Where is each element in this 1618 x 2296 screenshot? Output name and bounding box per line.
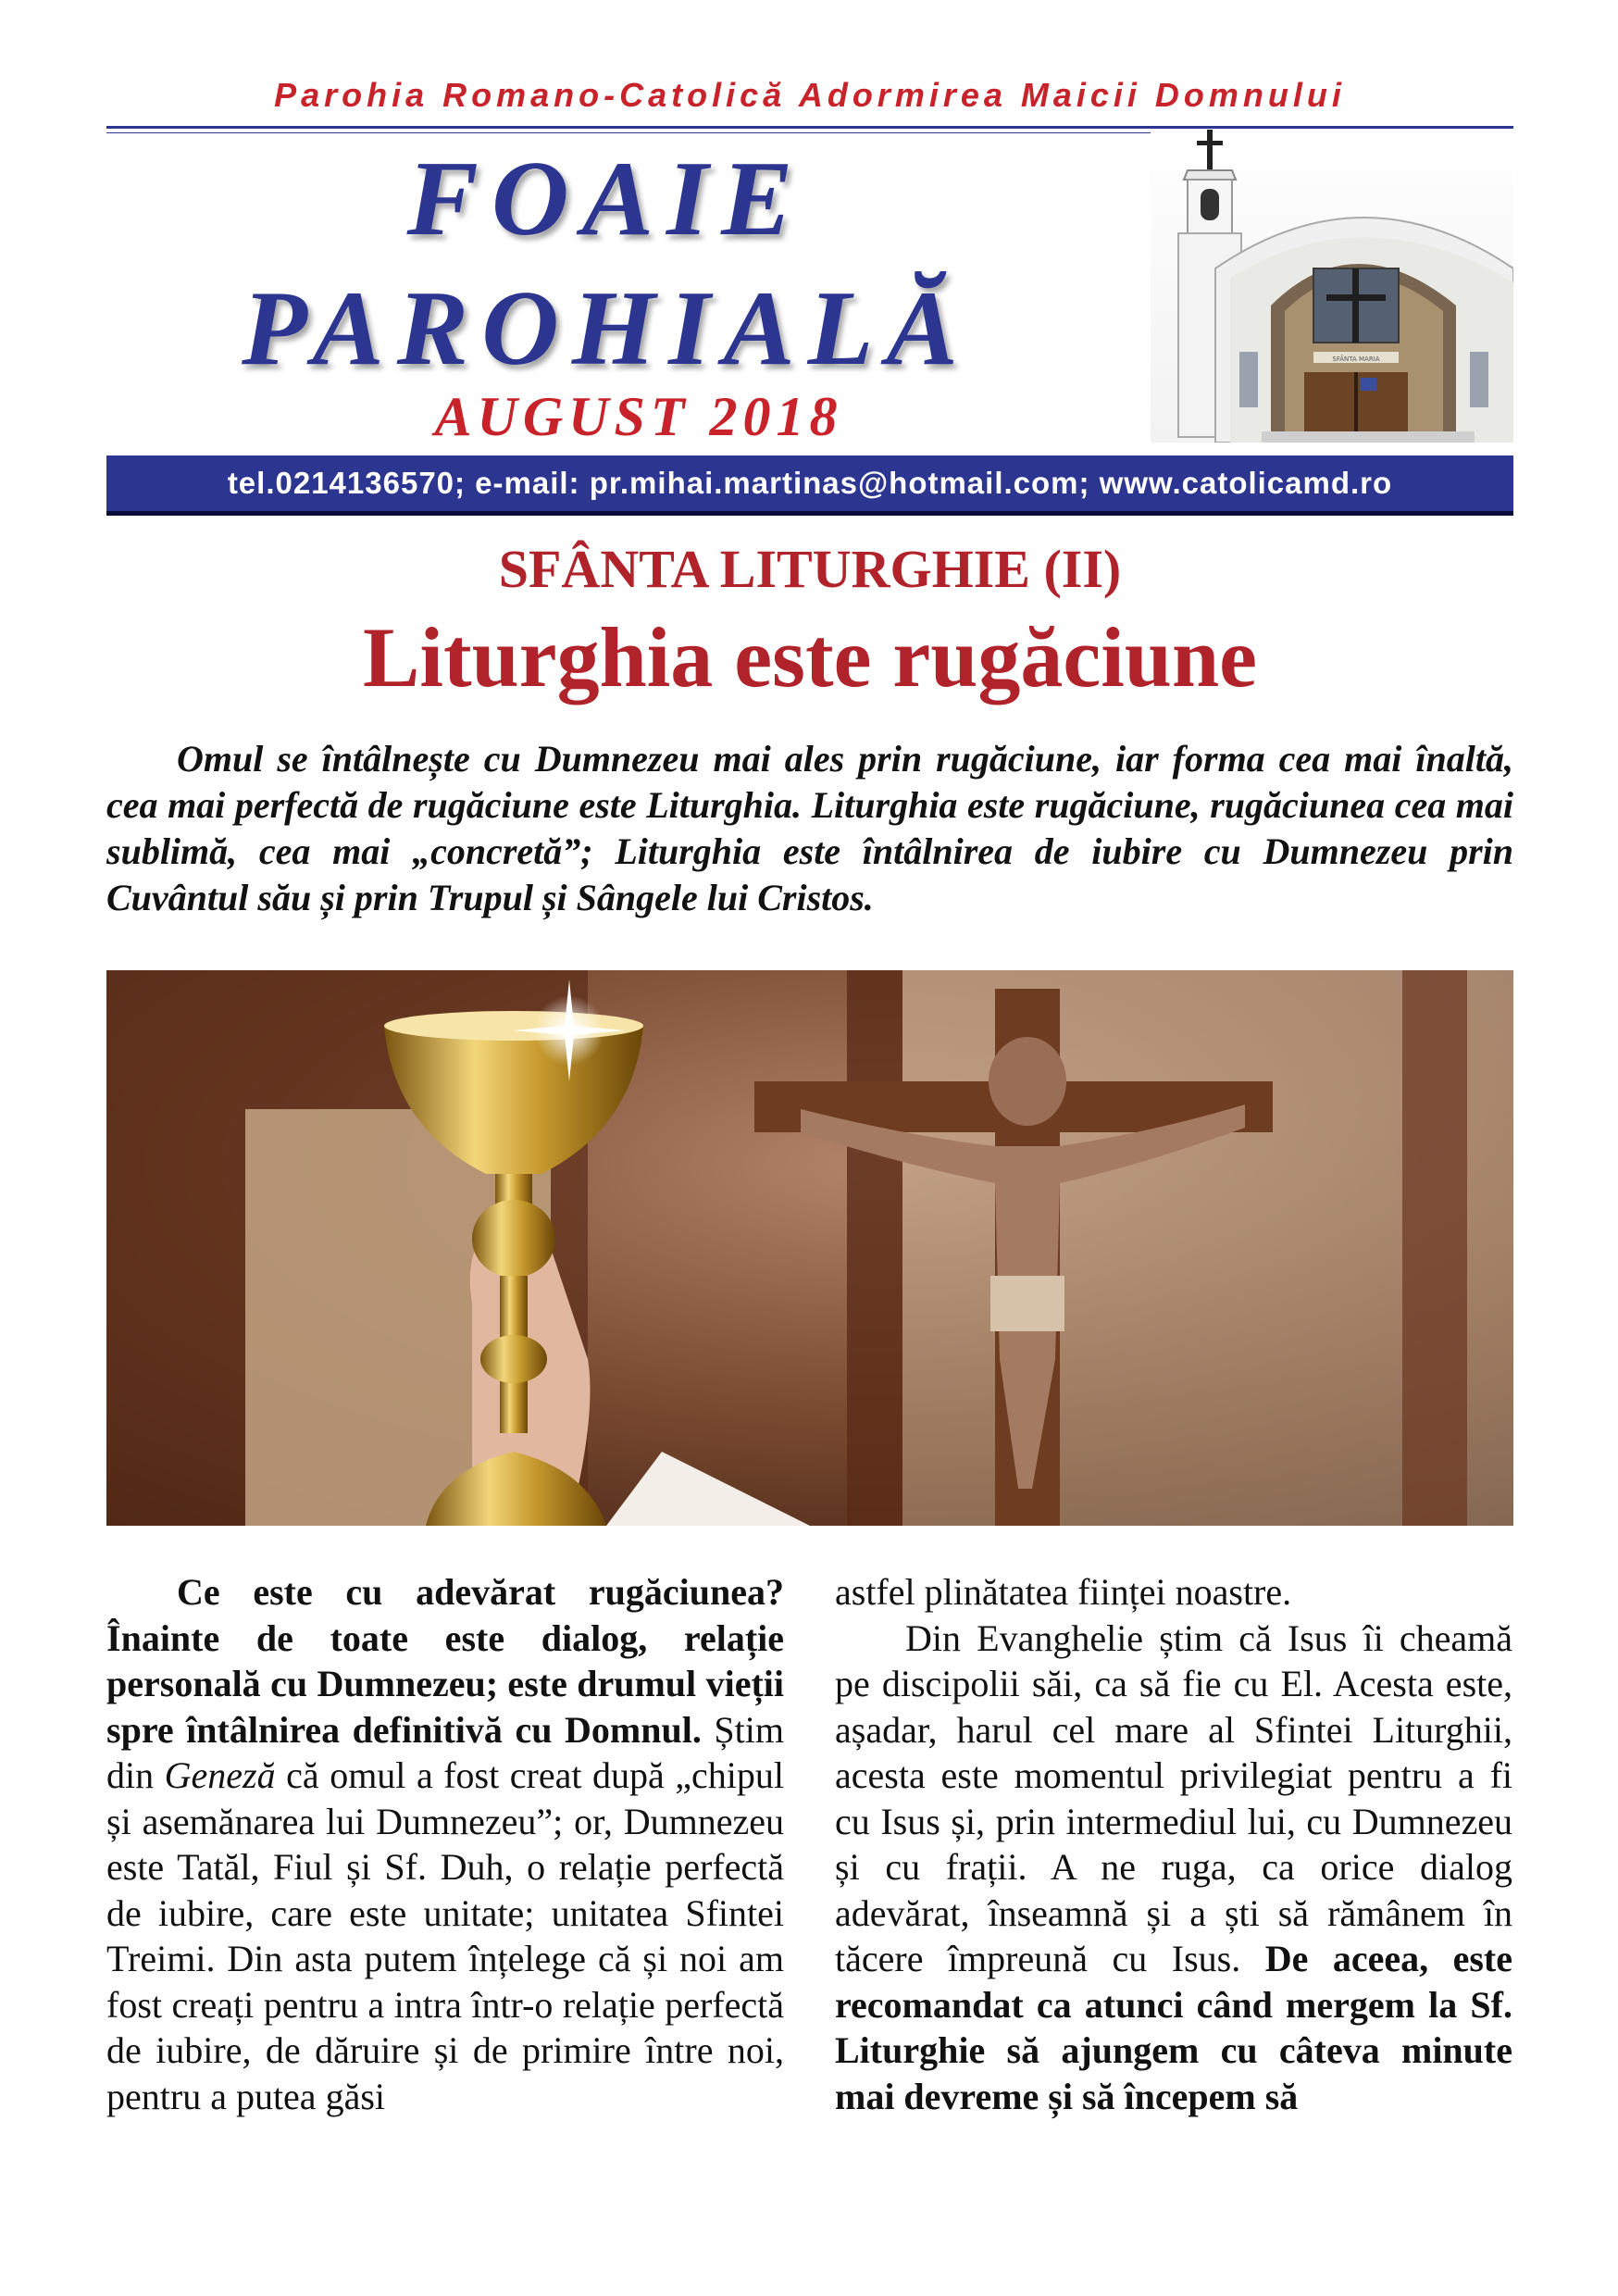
masthead-line2: PAROHIALĂ — [242, 269, 971, 388]
chalice-icon — [106, 970, 1513, 1526]
col2-paragraph: Din Evanghelie știm că Isus îi cheamă pe discipolii săi, ca să fie cu El. Acesta este, așadar, harul cel mare al Sfintei Liturghii, acesta este momentul privilegiat pentru a fi cu Isus și, prin intermediul lui, cu Dumnezeu și cu frații. A ne ruga, ca orice dialog adevărat, înseamnă și a ști să rămânem în tăcere împreună cu Isus. — [835, 1616, 1512, 1979]
article-title: Liturghia este rugăciune — [363, 610, 1257, 705]
col1-italic-genesis: Geneză — [164, 1754, 276, 1796]
article-column-right — [835, 1569, 1512, 2119]
chalice-photo — [106, 970, 1513, 1526]
article-lead: Omul se întâlnește cu Dumnezeu mai ales prin rugăciune, iar forma cea mai înaltă, cea mai perfectă de rugăciune este Liturghia. Liturghia este rugăciune, rugăciunea cea mai sublimă, cea mai „concretă”; Liturghia este întâlnirea de iubire cu Dumnezeu prin Cuvântul său și prin Trupul și Sângele lui Cristos. — [106, 738, 1513, 918]
church-icon — [1151, 130, 1513, 443]
article-column-left — [106, 1569, 784, 2119]
church-photo — [1151, 130, 1513, 443]
parish-name: Parohia Romano-Catolică Adormirea Maicii Domnului — [274, 76, 1346, 114]
col2-continuation: astfel plinătatea ființei noastre. — [835, 1571, 1292, 1613]
col1-bold-intro: Ce este cu adevărat rugăciunea? Înainte de toate este dialog, relație personală cu Dumnezeu; este drumul vieții spre întâlnirea definitivă cu Domnul. — [106, 1571, 784, 1751]
masthead-line1: FOAIE — [406, 140, 806, 258]
contact-bar: tel.0214136570; e-mail: pr.mihai.martinas@hotmail.com; www.catolicamd.ro — [106, 455, 1513, 511]
issue-date: AUGUST 2018 — [434, 386, 843, 447]
col2-bold-advice: De aceea, este recomandat ca atunci când mergem la Sf. Liturghie să ajungem cu câteva minute mai devreme și să începem să — [835, 1938, 1512, 2117]
col1-text-b: că omul a fost creat după „chipul și asemănarea lui Dumnezeu”; or, Dumnezeu este Tatăl, Fiul și Sf. Duh, o relație perfectă de iubire, care este unitate; unitatea Sfintei Treimi. Din asta putem înțelege că și noi am fost creați pentru a intra într-o relație perfectă de iubire, de dăruire și de primire între noi, pentru a putea găsi — [106, 1754, 785, 2117]
col1-text-a: Știm din — [106, 1708, 784, 1796]
article-kicker: SFÂNTA LITURGHIE (II) — [498, 539, 1122, 599]
church-sign: SFÂNTA MARIA — [1332, 356, 1380, 363]
